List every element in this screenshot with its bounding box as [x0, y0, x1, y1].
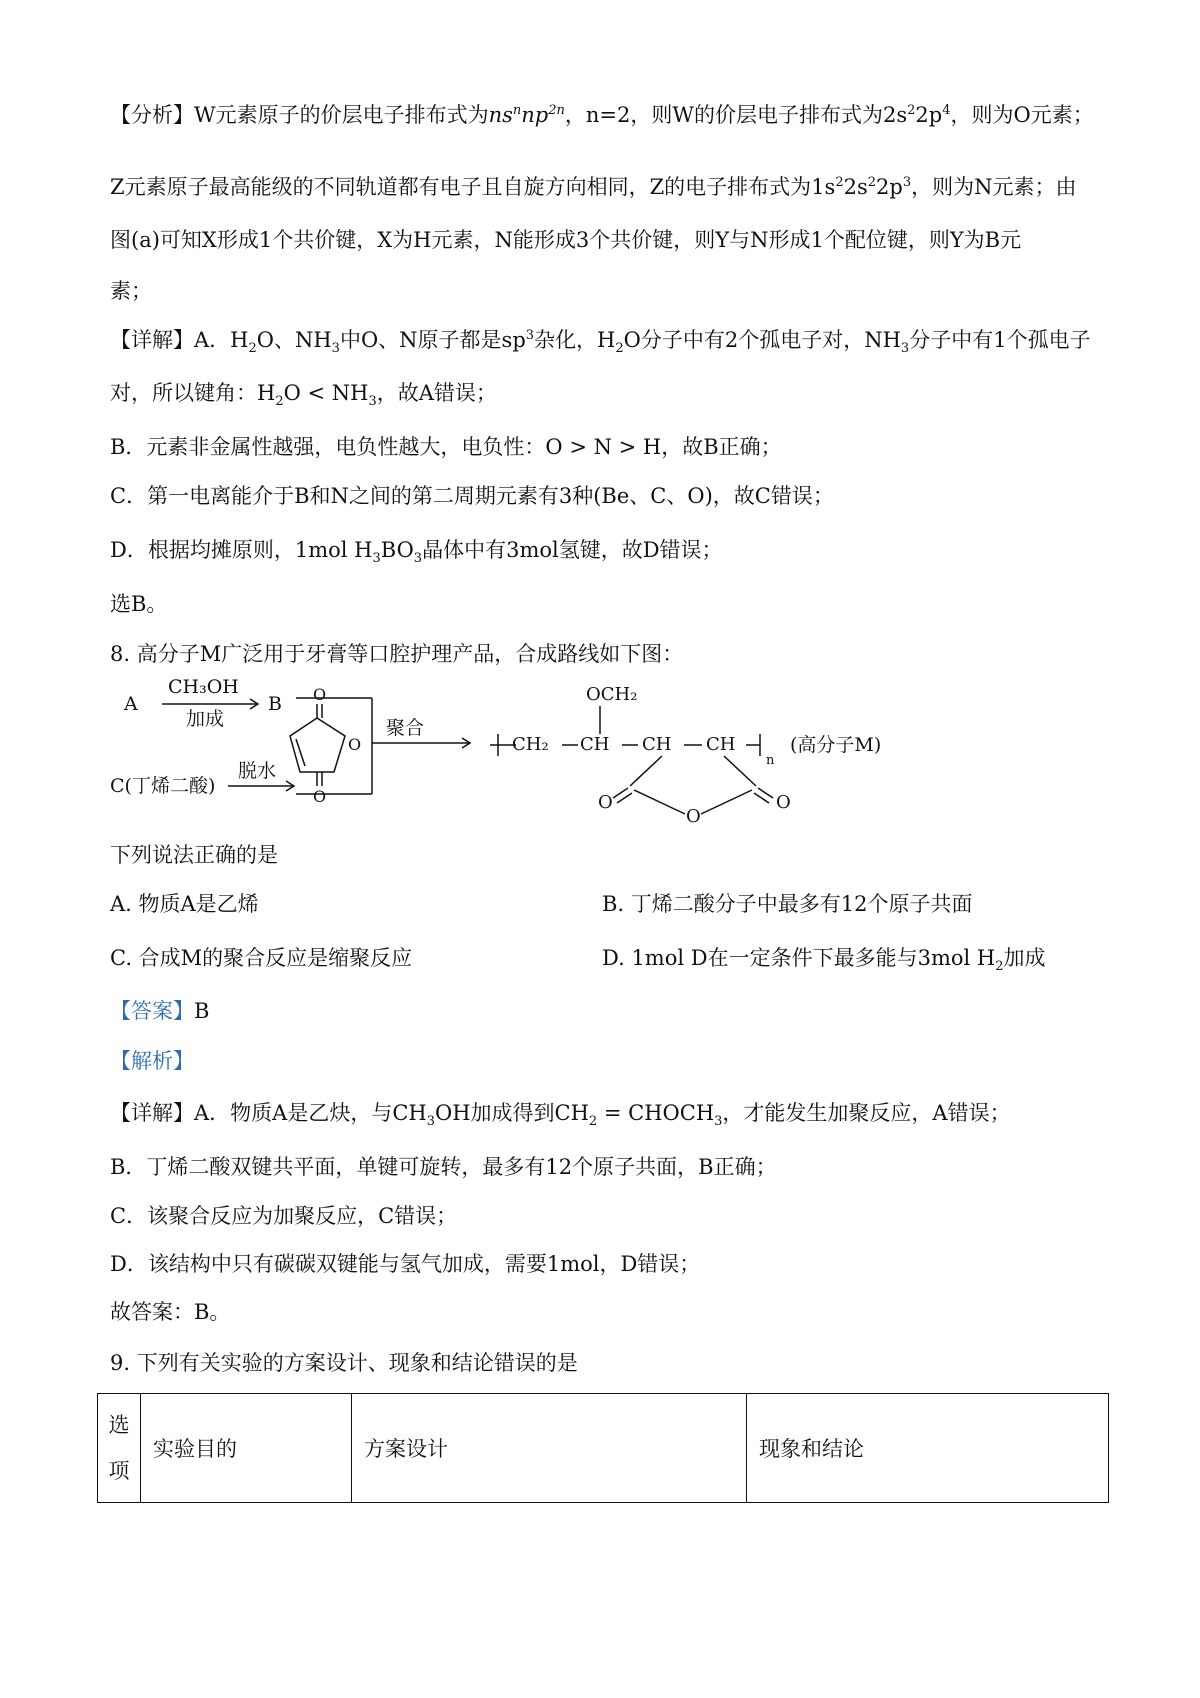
analysis-line-3: 图(a)可知X形成1个共价键，X为H元素，N能形成3个共价键，则Y与N形成1个配位键，则Y为B元	[110, 228, 1022, 252]
analysis-line-4: 素；	[110, 279, 152, 303]
q8-final-answer: 故答案：B。	[110, 1300, 231, 1324]
polymer-n: n	[766, 753, 775, 768]
polymer-ch2: CH₂	[512, 734, 549, 755]
detail7-line-c: C．第一电离能介于B和N之间的第二周期元素有3种(Be、C、O)，故C错误；	[110, 484, 834, 508]
compound-c: C(丁烯二酸)	[110, 775, 216, 797]
header-option: 选项	[98, 1394, 141, 1503]
polymer-o-ring: O	[686, 806, 701, 827]
polymer-och2: OCH₂	[586, 684, 638, 705]
polymer-ch-2: CH	[642, 734, 672, 755]
detail7-line-b: B．元素非金属性越强，电负性越大，电负性：O > N > H，故B正确；	[110, 435, 782, 459]
q8-stem: 8. 高分子M广泛用于牙膏等口腔护理产品，合成路线如下图：	[110, 642, 684, 666]
detail7-line-a1: 【详解】A．$H_2O$、$NH_3$中O、N原子都是$sp^3$杂化，$H_2O$分子中有2个孤电子对，$NH_3$分子中有1个孤电子	[110, 328, 1091, 357]
polymer-o-right: O	[776, 792, 791, 813]
header-result: 现象和结论	[747, 1394, 1109, 1503]
q8-option-d: D. 1mol D在一定条件下最多能与3mol $H_2$加成	[602, 946, 1046, 975]
synthesis-scheme	[110, 676, 1010, 844]
detail7-line-a2: 对，所以键角：$H_2O < NH_3$，故A错误；	[110, 381, 497, 410]
anhydride-o-ring: O	[348, 735, 362, 754]
q8-option-a: A. 物质A是乙烯	[110, 892, 259, 916]
polymer-label: (高分子M)	[790, 734, 882, 756]
table-header-row	[98, 1394, 1109, 1503]
polymer-ch-1: CH	[580, 734, 610, 755]
anhydride-o-top: O	[313, 685, 327, 704]
q8-detail-d: D．该结构中只有碳碳双键能与氢气加成，需要1mol，D错误；	[110, 1252, 701, 1276]
header-purpose: 实验目的	[141, 1394, 352, 1503]
reagent-addition: 加成	[186, 708, 225, 730]
polymer-o-left: O	[598, 792, 613, 813]
reagent-dehydrate: 脱水	[238, 760, 277, 782]
analysis-line-1: 【分析】W元素原子的价层电子排布式为$ns^nnp^{2n}$，n=2，则W的价层电子排布式为$2s^22p^4$，则为O元素；	[110, 103, 1094, 127]
detail7-line-d: D．根据均摊原则，1mol $H_3BO_3$晶体中有3mol氢键，故D错误；	[110, 538, 723, 567]
anhydride-o-bottom: O	[313, 787, 327, 806]
formula-2s2p4: $2s^22p^4$	[882, 103, 951, 127]
q8-detail-b: B．丁烯二酸双键共平面，单键可旋转，最多有12个原子共面，B正确；	[110, 1155, 777, 1179]
detail7-select: 选B。	[110, 592, 168, 616]
reagent-methanol: CH₃OH	[168, 676, 239, 698]
q8-detail-c: C．该聚合反应为加聚反应，C错误；	[110, 1204, 458, 1228]
formula-nsnp: $ns^nnp^{2n}$	[488, 103, 565, 127]
q9-stem: 9. 下列有关实验的方案设计、现象和结论错误的是	[110, 1351, 578, 1375]
answer-tag: 【答案】	[110, 999, 194, 1023]
formula-1s2s2p3: $1s^22s^22p^3$	[811, 175, 912, 199]
header-design: 方案设计	[352, 1394, 747, 1503]
compound-a: A	[124, 693, 138, 715]
compound-b: B	[268, 693, 282, 715]
q9-table	[97, 1393, 1109, 1503]
q8-answer: 【答案】B	[110, 999, 210, 1023]
polymer-ch-3: CH	[706, 734, 736, 755]
q8-explain-tag: 【解析】	[110, 1049, 194, 1073]
q8-option-c: C. 合成M的聚合反应是缩聚反应	[110, 946, 413, 970]
reagent-polymerize: 聚合	[386, 717, 425, 739]
q8-detail-a: 【详解】A．物质A是乙炔，与$CH_3OH$加成得到$CH_2$ = $CHOCH_3$，才能发生加聚反应，A错误；	[110, 1101, 1011, 1130]
analysis-line-2: Z元素原子最高能级的不同轨道都有电子且自旋方向相同，Z的电子排布式为$1s^22s^22p^3$，则为N元素；由	[110, 175, 1077, 199]
q8-option-b: B. 丁烯二酸分子中最多有12个原子共面	[602, 892, 973, 916]
q8-prompt: 下列说法正确的是	[110, 843, 278, 867]
